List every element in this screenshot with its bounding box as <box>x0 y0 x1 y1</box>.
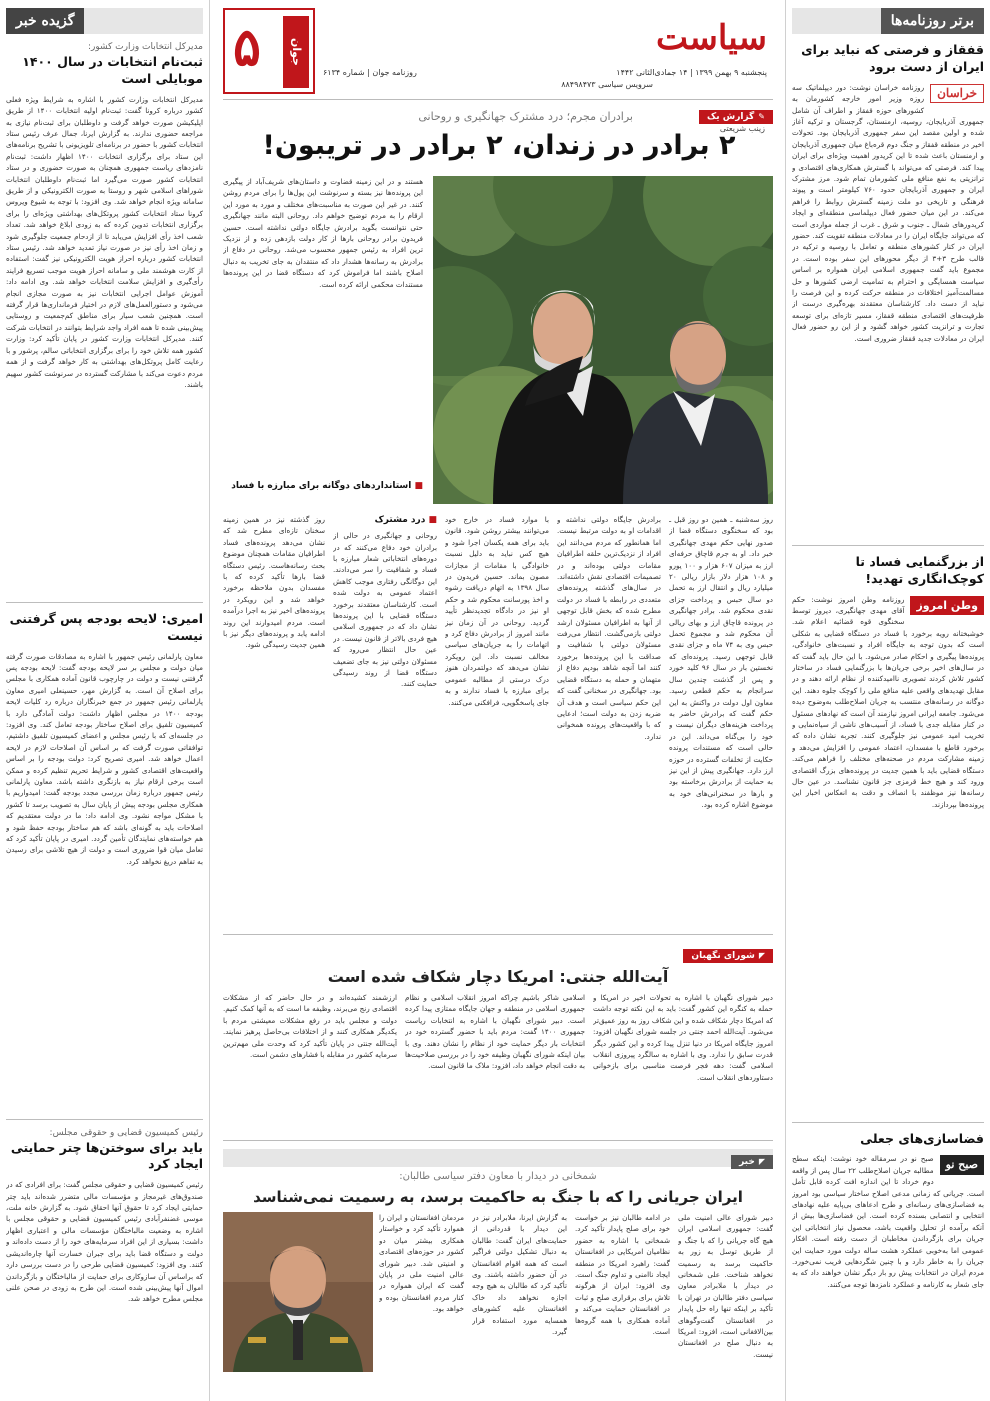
javan-logo <box>223 8 315 94</box>
press-review-label: برتر روزنامه‌ها <box>881 8 984 34</box>
brief-story-3-title[interactable]: باید برای سوختن‌ها چتر حمایتی ایجاد کرد <box>10 1139 203 1172</box>
brief-story-1 <box>6 42 203 594</box>
shamkhani-kicker: شمخانی در دیدار با معاون دفتر سیاسی طالبان: <box>399 1171 597 1182</box>
press-story-3-text: صبح نو در سرمقاله خود نوشت: اینکه سطح مطالبه جریان اصلاح‌طلب ۲۲ سال پس از واقعه دوم خرداد تا این اندازه افت کرده قابل تأمل است. جریانی که زمانی مدعی اصلاح ساختار سیاسی بود امروز به فضاسازی‌های رسانه‌ای و طرح ادعاهای بی‌پایه علیه نهادهای انتخابی و انتصابی بسنده کرده است. این فضاسازی‌ها بیش از آنکه برآمده از تحلیل واقعیت باشد، محصول نیاز انتخاباتی این جریان برای بازگرداندن مخاطبان از دست رفته است. افکار عمومی اما به‌خوبی عملکرد هشت ساله دولت مورد حمایت این جریان را به خاطر دارد و با چنین شگردهایی فریب نمی‌خورد. مردم ایران در انتخابات پیش رو بار دیگر نشان خواهند داد که به جای شعار به کارنامه و عملکرد نامزدها توجه می‌کنند. <box>792 1154 984 1289</box>
shamkhani-story <box>223 1140 773 1377</box>
news-brief-label: گزیده خبر <box>6 8 84 34</box>
section-title: سیاست <box>656 18 767 58</box>
lead-story <box>223 100 773 510</box>
divider <box>6 602 203 603</box>
report-tag-label: گزارش یک <box>707 112 755 122</box>
lead-inline-heading-2-text: درد مشترک <box>374 515 426 525</box>
square-bullet-icon: ■ <box>425 515 437 525</box>
press-story-2-text: روزنامه وطن امروز نوشت: حکم آقای مهدی جهانگیری، دیروز توسط سخنگوی قوه قضائیه اعلام شد. خوشبختانه رویه برخورد با فساد در دستگاه قضایی به شکلی است که بدون توجه به جایگاه افراد و نسبت‌های خانوادگی، پرونده‌ها پیگیری و احکام صادر می‌شود. با این حال باید گفت که در سال‌های اخیر برخی جریان‌ها با بزرگنمایی فساد در ساختار کشور تلاش کردند تصویری ناامیدکننده از نظام ارائه دهند و در مقابل تهدیدهای واقعی علیه منافع ملی را کوچک جلوه دهند. این دوگانه در رسانه‌های منتسب به جریان اصلاح‌طلب به‌وضوح دیده می‌شود. جامعه ایرانی امروز نیازمند آن است که نهادهای مسئول در کنار مقابله جدی با فساد، از آسیب‌های ناشی از سیاه‌نمایی و تخریب امید عمومی نیز جلوگیری کنند. تجربه نشان داده که برخورد قاطع با مفسدان، اعتماد عمومی را افزایش می‌دهد و زمینه مشارکت مردم در صحنه‌های مختلف را فراهم می‌کند. دستگاه قضایی باید با همین جدیت در پرونده‌های بزرگ اقتصادی ورود کند و هیچ خط قرمزی جز قانون نشناسد. در عین حال رسانه‌ها نیز موظفند با انصاف و دقت به انعکاس اخبار این پرونده‌ها بپردازند. <box>792 594 984 809</box>
square-bullet-icon: ■ <box>411 481 423 491</box>
jannati-col-1: دبیر شورای نگهبان با اشاره به تحولات اخیر در امریکا و حمله به کنگره این کشور گفت: باید به این نکته توجه داشت که امریکا دچار شکاف شده و این شکاف روز به روز عمیق‌تر می‌شود. آیت‌الله احمد جنتی در جلسه شورای نگهبان افزود: امروز جایگاه امریکا در دنیا تنزل پیدا کرده و این کشور دیگر قدرت سابق را ندارد. وی با اشاره به سالگرد پیروزی انقلاب اسلامی گفت: دهه فجر فرصت مناسبی برای بازخوانی دستاوردهای انقلاب است. <box>593 993 773 1082</box>
shamkhani-title[interactable]: ایران جریانی را که با جنگ به حاکمیت برسد، به رسمیت نمی‌شناسد <box>253 1188 743 1206</box>
shamkhani-col-1: دبیر شورای عالی امنیت ملی گفت: جمهوری اسلامی ایران هیچ گاه جریانی را که با جنگ و از طریق توسل به زور به حاکمیت برسد به رسمیت نخواهد شناخت. علی شمخانی در دیدار با ملابرادر معاون سیاسی دفتر طالبان در تهران با تأکید بر اینکه تنها راه حل پایدار در افغانستان گفت‌وگوهای بین‌الافغانی است، افزود: امریکا به دنبال صلح در افغانستان نیست. <box>678 1213 773 1359</box>
lead-inline-heading-2 <box>333 514 437 526</box>
brief-story-1-kicker: مدیرکل انتخابات وزارت کشور: <box>87 42 203 52</box>
shamkhani-col-3: به گزارش ایرنا، ملابرادر نیز در این دیدار با قدردانی از حمایت‌های ایران گفت: طالبان به دنبال تشکیل دولتی فراگیر است که همه اقوام افغانستان در آن حضور داشته باشند. وی تأکید کرد که طالبان به هیچ وجه اجازه نخواهد داد خاک افغانستان علیه کشورهای همسایه مورد استفاده قرار گیرد. <box>472 1213 567 1337</box>
arrow-icon: ◤ <box>758 951 765 960</box>
lead-col-1 <box>669 514 773 926</box>
press-story-3-title[interactable]: فضاسازی‌های جعلی <box>860 1130 984 1146</box>
news-tag-label: خبر <box>739 1157 755 1167</box>
lead-title[interactable]: ۲ برادر در زندان، ۲ برادر در تریبون! <box>262 130 736 161</box>
press-story-2-body <box>792 594 984 1114</box>
lead-col-3 <box>445 514 549 926</box>
rouhani-jahangiri-photo <box>433 176 773 504</box>
khorasan-logo: خراسان <box>930 84 984 103</box>
press-review-header <box>792 8 984 34</box>
lead-col-5 <box>223 514 325 926</box>
press-review-column <box>785 0 990 1401</box>
lead-col-2-text: برادرش جایگاه دولتی نداشته و اقدامات او به دولت مرتبط نیست. اما همانطور که مردم می‌دانند این افراد از نزدیک‌ترین حلقه اطرافیان مقامات دولتی بوده‌اند و در تصمیمات اقتصادی نقش داشته‌اند. در سال‌های گذشته پرونده‌های متعددی در رابطه با فساد در دولت مطرح شده که بخش قابل توجهی از آنها به اطرافیان مسئولان ارشد دولتی بازمی‌گشت. انتظار می‌رفت مسئولان دولتی با شفافیت و صداقت با این پرونده‌ها برخورد کنند اما آنچه شاهد بودیم دفاع از متهمان و حمله به دستگاه قضایی بود. جهانگیری در سخنانی گفت که این حکم سیاسی است و هدف آن ضربه زدن به دولت است؛ ادعایی که با واقعیت‌های پرونده همخوانی ندارد. <box>557 515 661 741</box>
brief-story-1-title[interactable]: ثبت‌نام انتخابات در سال ۱۴۰۰ موبایلی است <box>22 54 203 86</box>
brief-story-2-title[interactable]: امیری: لایحه بودجه پس گرفتنی نیست <box>9 610 203 643</box>
pen-icon: ✎ <box>758 112 765 121</box>
lead-col-1-text: روز سه‌شنبه ـ همین دو روز قبل ـ بود که سخنگوی دستگاه قضا از صدور نهایی حکم مهدی جهانگیری خبر داد. او به جرم قاچاق حرفه‌ای ارز به میزان ۶۰۷ هزار و ۱۰۰ یورو و ۱۰۸ هزار دلار بازار ریالی ۲۰ میلیارد ریال و انتقال ارز به تحمل دو سال حبس و پرداخت جزای نقدی محکوم شد. برادر جهانگیری در پرونده قاچاق ارز و بهای ریالی آن محکوم شد و مجموع تحمل حبس وی به ۷۴ ماه و جزای نقدی قابل توجهی رسید. پرونده‌ای که نخستین بار در سال ۹۶ کلید خورد و پس از گذشت چندین سال سرانجام به حکم قطعی رسید. معاون اول دولت در واکنش به این حکم گفت که برادرش حاضر به پرداخت هزینه‌های دیگران نیست و خود را بی‌گناه می‌داند. این در حالی است که مستندات پرونده حکایت از تخلفات گسترده در حوزه ارز دارد. جهانگیری پیش از این نیز به حمایت از برادرش برخاسته بود و بارها در سخنرانی‌های خود به موضوع اشاره کرده بود. <box>669 515 773 810</box>
brief-story-3 <box>6 1128 203 1401</box>
service-line: سرویس سیاسی ۸۸۴۹۸۴۷۳ <box>561 80 653 89</box>
lead-col-3-text: با موارد فساد در خارج خود می‌توانند بیشتر روشن شود. قانون باید برای همه یکسان اجرا شود و هیچ کس نباید به دلیل نسبت خانوادگی با مقامات از مجازات مصون بماند. حسین فریدون در سال ۱۳۹۸ به اتهام دریافت رشوه و اخذ پورسانت محکوم شد و حکم او نیز در دادگاه تجدیدنظر تأیید گردید. روحانی در آن زمان نیز مانند امروز از برادرش دفاع کرد و اتهامات را به جریان‌های سیاسی مخالف نسبت داد. این رویکرد نشان می‌دهد که دولتمردان هنوز درک درستی از مطالبه عمومی برای مبارزه با فساد ندارند و به جای پاسخگویی، فرافکنی می‌کنند. <box>445 515 549 707</box>
jannati-col-2: اسلامی شاکر باشیم چراکه امروز انقلاب اسلامی و نظام جمهوری اسلامی در منطقه و جهان جایگاه ممتازی پیدا کرده است. دبیر شورای نگهبان با اشاره به انتخابات ریاست جمهوری ۱۴۰۰ گفت: مردم باید با حضور گسترده خود در انتخابات بار دیگر حمایت خود از نظام را نشان دهند. وی با بیان اینکه شورای نگهبان وظیفه خود را در بررسی صلاحیت‌ها به دقت انجام خواهد داد، افزود: ملاک ما قانون است. <box>405 993 585 1071</box>
lead-col-4-text: روحانی و جهانگیری در حالی از برادران خود دفاع می‌کنند که در دوره‌های انتخاباتی شعار مبارزه با فساد و شفافیت را سر می‌دادند. این دوگانگی رفتاری موجب کاهش اعتماد عمومی به دولت شده است. کارشناسان معتقدند برخورد دستگاه قضایی با این پرونده‌ها نشان داد که در جمهوری اسلامی هیچ فردی بالاتر از قانون نیست. در عین حال انتظار می‌رود که مسئولان دولتی نیز به جای تضعیف دستگاه قضا از روند رسیدگی حمایت کنند. <box>333 531 437 689</box>
arrow-icon: ◤ <box>758 1157 765 1166</box>
lead-intro-text <box>223 176 423 504</box>
divider <box>792 1122 984 1123</box>
guardian-council-tag-label: شورای نگهبان <box>691 951 755 961</box>
issue-line: روزنامه جوان | شماره ۶۱۳۴ <box>323 68 417 77</box>
masthead <box>223 8 773 100</box>
press-story-1-body <box>792 82 984 537</box>
date-line: پنجشنبه ۹ بهمن ۱۳۹۹ | ۱۴ جمادی‌الثانی ۱۴۴۲ <box>616 68 767 77</box>
divider <box>792 545 984 546</box>
jannati-columns <box>223 992 773 1132</box>
politics-main-column <box>213 0 783 1401</box>
brief-story-3-kicker: رئیس کمیسیون قضایی و حقوقی مجلس: <box>49 1127 203 1138</box>
lead-photo <box>433 176 773 504</box>
sobh-no-logo: صبح نو <box>940 1155 984 1174</box>
brief-story-1-body: مدیرکل انتخابات وزارت کشور با اشاره به شرایط ویژه فعلی کشور درباره کرونا گفت: ثبت‌نام اولیه انتخابات ۱۴۰۰ از طریق اپلیکیشن صورت خواهد گرفت و داوطلبان برای ثبت‌نام نیازی به مراجعه حضوری ندارند. به گزارش ایرنا، جمال عرف رئیس ستاد انتخابات کشور با حضور در برنامه‌ای تلویزیونی با تشریح برنامه‌های این ستاد برای برگزاری انتخابات ۱۴۰۰ اظهار داشت: ثبت‌نام نامزدهای ریاست جمهوری همچنان به صورت حضوری و در ستاد انتخابات کشور صورت می‌گیرد اما ثبت‌نام داوطلبان انتخابات شوراهای اسلامی شهر و روستا به صورت الکترونیکی و از طریق سامانه ویژه انجام خواهد شد. وی افزود: با توجه به شیوع ویروس کرونا ستاد انتخابات کشور پروتکل‌های بهداشتی ویژه‌ای را برای برگزاری انتخابات تدوین کرده که به زودی ابلاغ خواهد شد. تعداد شعب اخذ رأی افزایش می‌یابد تا از ازدحام جمعیت جلوگیری شود و زمان اخذ رأی نیز در صورت نیاز تمدید خواهد شد. رئیس ستاد انتخابات کشور درباره احراز هویت الکترونیکی نیز گفت: استفاده از کارت هوشمند ملی و سامانه احراز هویت موجب تسریع فرایند رأی‌گیری و افزایش سلامت انتخابات خواهد شد. وی ادامه داد: آموزش عوامل اجرایی انتخابات نیز به صورت مجازی انجام می‌شود و دستورالعمل‌های لازم در اختیار فرمانداری‌ها قرار گرفته است. همچنین شعب سیار برای مناطق کم‌جمعیت و روستایی پیش‌بینی شده تا همه افراد واجد شرایط بتوانند در انتخابات شرکت کنند. مدیرکل انتخابات وزارت کشور در پایان تأکید کرد: وزارت کشور همه تلاش خود را برای برگزاری انتخاباتی سالم، پرشور و با رعایت کامل پروتکل‌های بهداشتی به کار خواهد گرفت و از همه مردم دعوت می‌کند با مشارکت گسترده در سرنوشت کشور سهیم باشند. <box>6 94 203 389</box>
lead-byline: زینب شریعتی <box>719 124 765 133</box>
press-story-2 <box>792 554 984 1114</box>
lead-story-columns <box>223 514 773 926</box>
press-story-2-title[interactable]: از بزرگنمایی فساد تا کوچک‌انگاری تهدید! <box>855 553 984 586</box>
news-brief-column <box>0 0 210 1401</box>
jannati-col-3: ارزشمند کشیده‌اند و در حال حاضر که از مشکلات اقتصادی رنج می‌برند، وظیفه ما است که به آنها کمک کنیم. دولت و مجلس باید در رفع مشکلات معیشتی مردم با یکدیگر همکاری کنند و از اختلافات بی‌حاصل پرهیز نمایند. آیت‌الله جنتی در پایان تأکید کرد که وحدت ملی مهم‌ترین سرمایه کشور در مقابله با فشارهای دشمن است. <box>223 993 397 1060</box>
press-story-3-body <box>792 1153 984 1401</box>
jannati-tag-row <box>223 943 773 961</box>
shamkhani-col-4: مردمان افغانستان و ایران را هموارد تأکید کرد و خواستار همکاری بیشتر میان دو کشور در حوزه‌های اقتصادی و امنیتی شد. دبیر شورای عالی امنیت ملی در پایان گفت که ایران همواره در کنار مردم افغانستان بوده و خواهد بود. <box>379 1213 464 1314</box>
brief-story-2-body: معاون پارلمانی رئیس جمهور با اشاره به مصادقات صورت گرفته میان دولت و مجلس بر سر لایحه بودجه گفت: لایحه بودجه پس گرفتنی نیست و دولت در چارچوب قانون آماده همکاری با مجلس برای اصلاح آن است. به گزارش مهر، حسینعلی امیری معاون پارلمانی رئیس جمهور در جمع خبرنگاران درباره رد کلیات لایحه بودجه ۱۴۰۰ در مجلس اظهار داشت: دولت آمادگی دارد با کمیسیون تلفیق برای اصلاح ساختار بودجه تعامل کند. وی افزود: در جلسه‌ای که با رئیس مجلس و اعضای کمیسیون تلفیق داشتیم، توافقاتی صورت گرفت که بر اساس آن اصلاحات لازم در لایحه اعمال خواهد شد. امیری تصریح کرد: دولت بودجه را بر اساس واقعیت‌های اقتصادی کشور و شرایط تحریم تنظیم کرده و ممکن است برخی ارقام نیاز به بازنگری داشته باشد. معاون پارلمانی رئیس جمهور درباره زمان بررسی مجدد بودجه گفت: امیدواریم با همکاری مجلس بودجه پیش از پایان سال به تصویب برسد تا کشور با مشکل مواجه نشود. وی ادامه داد: ما در دولت معتقدیم که اصلاحات باید به گونه‌ای باشد که هم ساختار بودجه حفظ شود و هم خواسته‌های نمایندگان تأمین گردد. امیری در پایان تأکید کرد که تعامل میان قوا ضروری است و دولت از هیچ تلاشی برای رسیدن به تفاهم دریغ نخواهد کرد. <box>6 651 203 866</box>
press-story-1-text: روزنامه خراسان نوشت: دور دیپلماتیک سه روزه وزیر امور خارجه کشورمان به کشورهای حوزه قفقاز و اطراف آن شامل جمهوری آذربایجان، روسیه، ارمنستان، گرجستان و ترکیه آغاز شده و اولین مقصد این سفر جمهوری آذربایجان بود. تحولات اخیر در منطقه قفقاز و جنگ دوم قره‌باغ میان جمهوری آذربایجان و ارمنستان باعث شده تا این کریدور اهمیت ویژه‌ای برای ایران پیدا کند. فرصتی که می‌تواند با گسترش همکاری‌های اقتصادی و ترانزیتی به نفع منافع ملی کشورمان تمام شود. مرز مشترک ایران و جمهوری آذربایجان حدود ۷۶۰ کیلومتر است و پیوند فرهنگی و تاریخی دو ملت زمینه گسترش روابط را فراهم می‌کند. در این میان حضور فعال دیپلماسی منطقه‌ای و ایجاد کریدورهای شمال ـ جنوب و شرق ـ غرب از جمله مواردی است که می‌تواند جایگاه ایران را در معادلات منطقه تقویت کند. حضور ایران در کنار کشورهای منطقه و تعامل با روسیه و ترکیه در قالب طرح ۳+۳ از دیگر محورهای این سفر بوده است. در مجموع باید گفت جمهوری اسلامی ایران همواره بر اساس سیاست همسایگی و احترام به تمامیت ارضی کشورها و حل مسالمت‌آمیز اختلافات در منطقه حرکت کرده و این فرصت را نباید از دست داد. کارشناسان معتقدند بهره‌گیری درست از ظرفیت‌های اقتصادی منطقه قفقاز، مسیر تازه‌ای برای توسعه تجارت و ترانزیت کشور خواهد گشود و از این رو حضور فعال ایران در معادلات جدید قفقاز ضروری است. <box>792 82 984 343</box>
divider <box>6 1119 203 1120</box>
press-story-1 <box>792 42 984 537</box>
lead-inline-heading-1-text: استانداردهای دوگانه برای مبارزه با فساد <box>231 481 412 491</box>
shamkhani-col-2: در ادامه طالبان نیز بر خواست خود برای صلح پایدار تأکید کرد. شمخانی با اشاره به حضور نظامیان امریکایی در افغانستان گفت: راهبرد امریکا در منطقه ایجاد ناامنی و تداوم جنگ است. وی افزود: ایران از هرگونه تلاش برای برقراری صلح و ثبات در افغانستان حمایت می‌کند و آماده همکاری با همه گروه‌ها است. <box>575 1213 670 1337</box>
lead-kicker: برادران مجرم؛ درد مشترک جهانگیری و روحانی <box>418 110 633 123</box>
press-story-1-title[interactable]: قفقاز و فرصتی که نباید برای ایران از دست برود <box>801 42 984 74</box>
report-tag <box>699 110 773 124</box>
brief-story-3-body: رئیس کمیسیون قضایی و حقوقی مجلس گفت: برای افرادی که در صندوق‌های غیرمجاز و مؤسسات مالی متضرر شده‌اند باید چتر حمایتی ایجاد کرد تا حقوق آنها احقاق شود. به گزارش خانه ملت، موسی غضنفرآبادی رئیس کمیسیون قضایی و حقوقی مجلس با اشاره به وضعیت مالباختگان مؤسسات مالی و اعتباری اظهار داشت: بسیاری از این افراد سرمایه‌های خود را از دست داده‌اند و دولت و دستگاه قضا باید برای جبران خسارت آنها چاره‌اندیشی کنند. وی افزود: کمیسیون قضایی طرحی را در دست بررسی دارد که براساس آن سازوکاری برای حمایت از مالباختگان و بازگرداندن اموال آنها پیش‌بینی شده است. این طرح به زودی در صحن علنی مجلس مطرح خواهد شد. <box>6 1180 203 1304</box>
news-tag <box>731 1155 773 1169</box>
brief-story-2 <box>6 611 203 1111</box>
jannati-title[interactable]: آیت‌الله جنتی: امریکا دچار شکاف شده است <box>327 967 669 986</box>
paper-name: جوان <box>283 16 309 88</box>
lead-inline-heading-1 <box>223 480 423 492</box>
lead-col-5-text: روز گذشته نیز در همین زمینه سخنان تازه‌ای مطرح شد که نشان می‌دهد پرونده‌های فساد اطرافیان مقامات همچنان موضوع بحث رسانه‌هاست. رئیس دستگاه قضا بارها تأکید کرده که با مفسدان بدون ملاحظه برخورد خواهد شد و این رویکرد در پرونده‌های اخیر نیز به اجرا درآمده است. مردم امیدوارند این روند ادامه یابد و پرونده‌های دیگر نیز با همین جدیت رسیدگی شود. <box>223 515 325 650</box>
lead-col-4 <box>333 514 437 926</box>
page-number: ۵ <box>233 17 261 78</box>
guardian-council-tag <box>683 949 773 963</box>
lead-tag <box>699 104 773 124</box>
press-story-3 <box>792 1131 984 1401</box>
lead-col-2 <box>557 514 661 926</box>
news-brief-header <box>6 8 203 34</box>
shamkhani-portrait <box>223 1212 373 1372</box>
lead-intro-body: هستند و در این زمینه قضاوت و داستان‌های شریف‌آباد از پیگیری این پرونده‌ها نیز بسته و سرنوشت این پول‌ها را برای مردم روشن کنند. در غیر این صورت به مناسبت‌های مختلف و مورد به مورد این ارقام را به مردم توضیح خواهم داد. روحانی البته مانند جهانگیری حتی نتوانست بگوید برادرش جایگاه دولتی نداشته است. حسین فریدون برادر روحانی بارها از کار دولت بازدهی زده و از نزدیک ترین افراد به رئیس جمهور محسوب می‌شد. روحانی در دفاع از برادرش به رسانه‌ها هشدار داد که منتقدان به جای تخریب به دنبال اصلاح باشند اما فراموش کرد که دستگاه قضا در این پرونده‌ها مستندات محکمی ارائه کرده است. <box>223 177 423 289</box>
shamkhani-photo <box>223 1212 373 1372</box>
jannati-story <box>223 934 773 1132</box>
shamkhani-tag-row <box>223 1149 773 1167</box>
vatan-emrooz-logo: وطن امروز <box>910 596 984 615</box>
shamkhani-body <box>223 1212 773 1377</box>
